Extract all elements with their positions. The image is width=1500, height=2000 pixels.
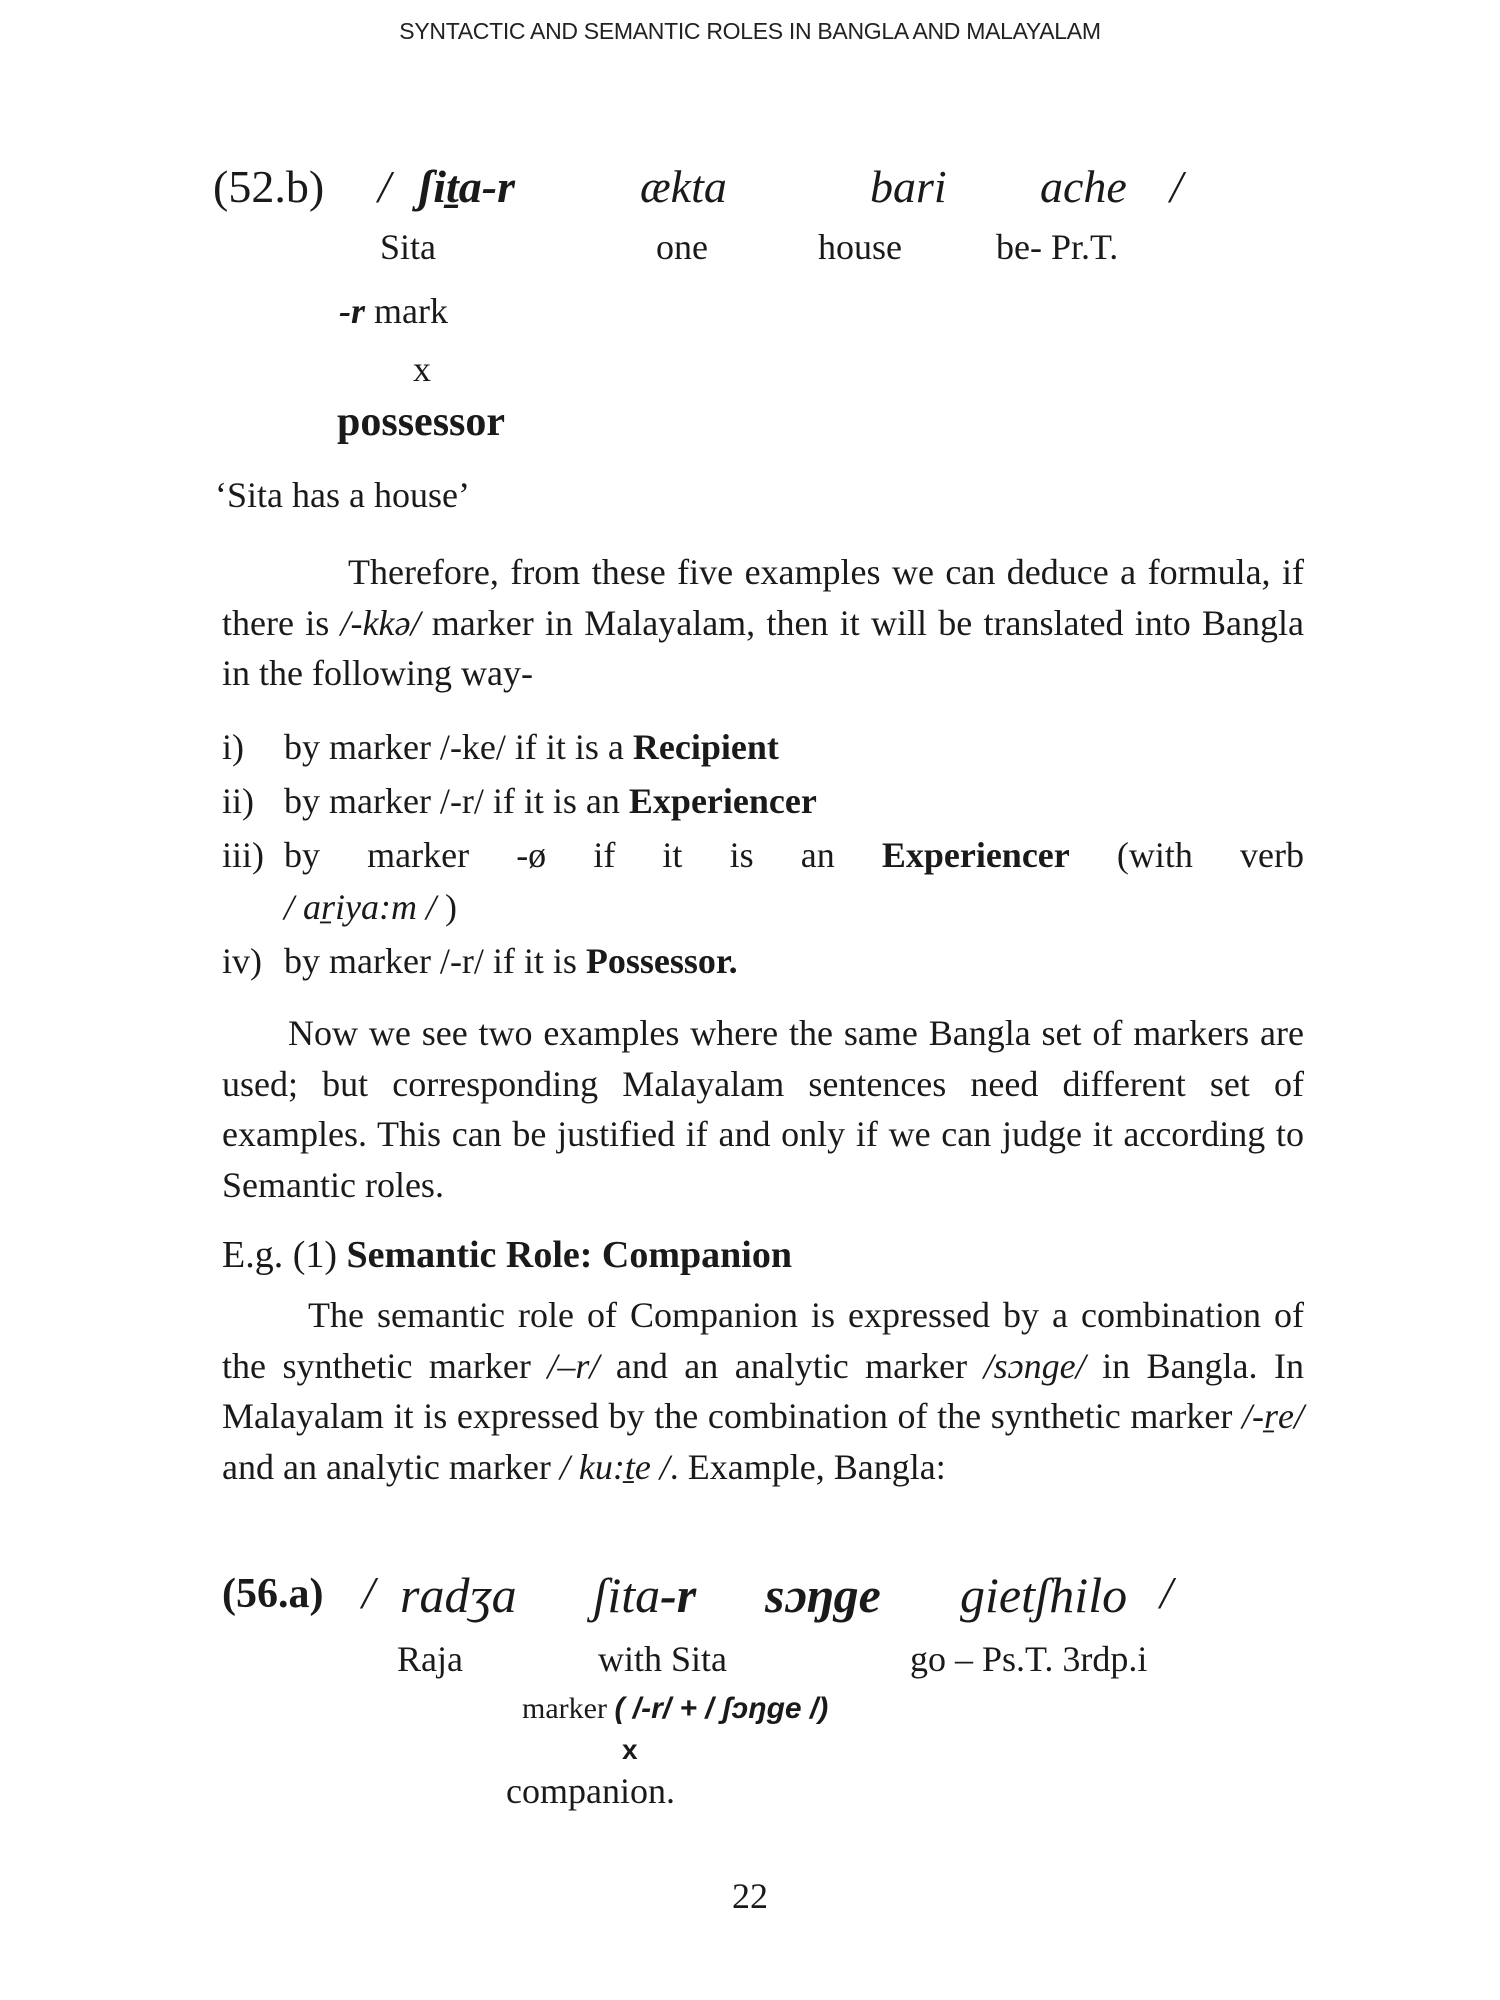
gloss: one [656,227,708,267]
example-word: sɔŋge [765,1567,881,1623]
running-header: SYNTACTIC AND SEMANTIC ROLES IN BANGLA AND MALAYALAM [399,18,1101,44]
example-number: (56.a) [222,1571,324,1617]
list-item: ii) by marker /-r/ if it is an Experiencer [222,781,817,821]
page-number: 22 [732,1876,768,1916]
gloss: be- Pr.T. [996,227,1119,267]
example-number: (52.b) [213,161,325,212]
gloss: go – Ps.T. 3rdp.i [910,1639,1148,1679]
example-slash-open: / [362,1567,375,1618]
paragraph: Now we see two examples where the same Bangla set of markers are used; but corresponding Malayalam sentences need different set of examples. This can be justified if and only if we can judge it according to Semantic roles. [222,1013,1304,1205]
semantic-role: possessor [337,399,506,445]
list-item: iii) by marker -ø if it is an Experiencer (with verb [222,835,1304,875]
example-word: ʃiṯa-r [418,161,516,212]
marker-r: -r [339,291,365,331]
example-word: ʃita-r [593,1567,697,1623]
paragraph: The semantic role of Companion is expressed by a combination of the synthetic marker /–r/ and an analytic marker /sɔnge/ in Bangla. In Malayalam it is expressed by the combination of the synthetic marker /-ṟe/ and an analytic marker / ku:ṯe /. Example, Bangla: [222,1295,1304,1487]
example-word: ækta [640,161,727,212]
example-word: ache [1040,161,1127,212]
list-item-continuation: / aṟiya:m / ) [284,887,457,927]
translation: ‘Sita has a house’ [215,475,470,515]
list-item: i) by marker /-ke/ if it is a Recipient [222,727,779,767]
gloss: Raja [397,1639,463,1679]
example-slash-close: / [1160,1567,1173,1618]
list-item: iv) by marker /-r/ if it is Possessor. [222,941,738,981]
example-word: gietʃhilo [960,1567,1128,1623]
gloss: Sita [380,227,437,267]
example-word: bari [870,161,947,212]
example-slash-close: / [1170,161,1183,212]
marker-formula: marker ( /-r/ + / ʃɔŋge /) [522,1692,829,1725]
gloss: with Sita [598,1639,728,1679]
example-slash-open: / [378,161,391,212]
example-word: radʒa [400,1567,517,1623]
marker-annotation [339,290,448,332]
section-heading: E.g. (1) Semantic Role: Companion [222,1234,792,1276]
paragraph: Therefore, from these five examples we can deduce a formula, if there is /-kkə/ marker in Malayalam, then it will be translated into Bangla in the following way- [222,552,1305,693]
marker-text: mark [374,291,448,331]
semantic-role: companion. [506,1771,675,1811]
gloss: house [818,227,902,267]
marker-kka: /-kkə/ [340,602,421,643]
cross-mark: x [622,1734,638,1765]
cross-mark: x [413,349,431,389]
